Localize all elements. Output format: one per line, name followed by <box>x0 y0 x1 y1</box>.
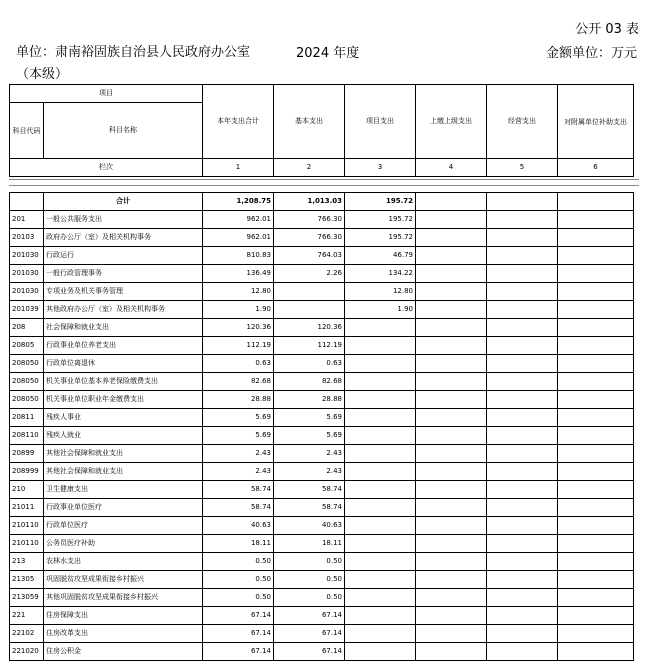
upper-cell <box>416 247 487 265</box>
name-cell: 住房公积金 <box>44 643 203 661</box>
business-cell <box>487 445 558 463</box>
name-cell: 一般行政管理事务 <box>44 265 203 283</box>
basic-cell: 58.74 <box>274 499 345 517</box>
name-cell: 残疾人就业 <box>44 427 203 445</box>
total-cell: 82.68 <box>203 373 274 391</box>
name-cell: 农林水支出 <box>44 553 203 571</box>
business-cell <box>487 553 558 571</box>
code-cell: 210110 <box>10 535 44 553</box>
col-num: 2 <box>274 159 345 177</box>
col-business-header: 经营支出 <box>487 85 558 159</box>
upper-cell <box>416 589 487 607</box>
subsidiary-cell <box>558 319 634 337</box>
total-cell: 1,208.75 <box>203 193 274 211</box>
business-cell <box>487 481 558 499</box>
name-cell: 卫生健康支出 <box>44 481 203 499</box>
name-cell: 行政事业单位医疗 <box>44 499 203 517</box>
business-cell <box>487 265 558 283</box>
subsidiary-cell <box>558 607 634 625</box>
code-cell: 221020 <box>10 643 44 661</box>
basic-cell: 5.69 <box>274 409 345 427</box>
basic-cell: 0.63 <box>274 355 345 373</box>
total-cell: 40.63 <box>203 517 274 535</box>
basic-cell: 2.43 <box>274 463 345 481</box>
upper-cell <box>416 409 487 427</box>
business-cell <box>487 301 558 319</box>
basic-cell: 112.19 <box>274 337 345 355</box>
basic-cell: 18.11 <box>274 535 345 553</box>
total-cell: 962.01 <box>203 211 274 229</box>
col-num: 6 <box>558 159 634 177</box>
col-num: 4 <box>416 159 487 177</box>
project-cell <box>345 607 416 625</box>
code-cell: 22102 <box>10 625 44 643</box>
col-num: 1 <box>203 159 274 177</box>
business-cell <box>487 247 558 265</box>
table-row <box>10 445 634 463</box>
subsidiary-cell <box>558 553 634 571</box>
name-cell: 住房改革支出 <box>44 625 203 643</box>
code-cell <box>10 193 44 211</box>
upper-cell <box>416 265 487 283</box>
subsidiary-cell <box>558 391 634 409</box>
project-cell <box>345 571 416 589</box>
code-cell: 213059 <box>10 589 44 607</box>
col-code-header: 科目代码 <box>10 103 44 159</box>
project-cell: 195.72 <box>345 229 416 247</box>
subsidiary-cell <box>558 481 634 499</box>
subsidiary-cell <box>558 193 634 211</box>
code-cell: 21011 <box>10 499 44 517</box>
total-cell: 136.49 <box>203 265 274 283</box>
upper-cell <box>416 319 487 337</box>
project-cell <box>345 373 416 391</box>
col-num: 5 <box>487 159 558 177</box>
upper-cell <box>416 481 487 499</box>
upper-cell <box>416 463 487 481</box>
unit-label: 单位：肃南裕固族自治县人民政府办公室（本级） <box>16 45 251 82</box>
code-cell: 221 <box>10 607 44 625</box>
project-cell <box>345 643 416 661</box>
code-cell: 208050 <box>10 391 44 409</box>
upper-cell <box>416 643 487 661</box>
col-project-header: 项目支出 <box>345 85 416 159</box>
business-cell <box>487 391 558 409</box>
header-table <box>9 84 634 177</box>
total-cell: 0.50 <box>203 589 274 607</box>
code-cell: 201 <box>10 211 44 229</box>
project-cell <box>345 625 416 643</box>
fiscal-year: 2024 年度 <box>296 46 360 61</box>
code-cell: 208050 <box>10 355 44 373</box>
business-cell <box>487 625 558 643</box>
total-cell: 5.69 <box>203 427 274 445</box>
project-cell: 134.22 <box>345 265 416 283</box>
code-cell: 208050 <box>10 373 44 391</box>
name-cell: 机关事业单位职业年金缴费支出 <box>44 391 203 409</box>
basic-cell <box>274 283 345 301</box>
name-cell: 住房保障支出 <box>44 607 203 625</box>
col-total-header: 本年支出合计 <box>203 85 274 159</box>
upper-cell <box>416 211 487 229</box>
basic-cell: 1,013.03 <box>274 193 345 211</box>
col-subsidiary-header: 对附属单位补助支出 <box>558 85 634 159</box>
name-cell: 机关事业单位基本养老保险缴费支出 <box>44 373 203 391</box>
basic-cell: 5.69 <box>274 427 345 445</box>
total-cell: 67.14 <box>203 643 274 661</box>
subsidiary-cell <box>558 229 634 247</box>
table-row <box>10 553 634 571</box>
item-header: 项目 <box>10 85 203 103</box>
name-cell: 行政事业单位养老支出 <box>44 337 203 355</box>
name-cell: 政府办公厅（室）及相关机构事务 <box>44 229 203 247</box>
total-cell: 58.74 <box>203 481 274 499</box>
business-cell <box>487 409 558 427</box>
upper-cell <box>416 445 487 463</box>
table-row <box>10 589 634 607</box>
name-cell: 社会保障和就业支出 <box>44 319 203 337</box>
total-cell: 120.36 <box>203 319 274 337</box>
total-cell: 1.90 <box>203 301 274 319</box>
subsidiary-cell <box>558 571 634 589</box>
col-num: 3 <box>345 159 416 177</box>
code-cell: 201039 <box>10 301 44 319</box>
project-cell <box>345 499 416 517</box>
name-cell: 公务员医疗补助 <box>44 535 203 553</box>
total-cell: 0.63 <box>203 355 274 373</box>
total-cell: 0.50 <box>203 553 274 571</box>
basic-cell: 2.26 <box>274 265 345 283</box>
business-cell <box>487 337 558 355</box>
upper-cell <box>416 355 487 373</box>
page-gap-divider <box>9 185 639 186</box>
project-cell: 195.72 <box>345 211 416 229</box>
code-cell: 213 <box>10 553 44 571</box>
total-cell: 67.14 <box>203 607 274 625</box>
subsidiary-cell <box>558 265 634 283</box>
code-cell: 20899 <box>10 445 44 463</box>
total-cell: 18.11 <box>203 535 274 553</box>
code-cell: 201030 <box>10 265 44 283</box>
upper-cell <box>416 499 487 517</box>
business-cell <box>487 517 558 535</box>
subsidiary-cell <box>558 283 634 301</box>
business-cell <box>487 229 558 247</box>
name-cell: 行政单位离退休 <box>44 355 203 373</box>
upper-cell <box>416 283 487 301</box>
project-cell <box>345 517 416 535</box>
business-cell <box>487 283 558 301</box>
row-no-label: 栏次 <box>10 159 203 177</box>
project-cell <box>345 409 416 427</box>
table-row <box>10 265 634 283</box>
basic-cell: 67.14 <box>274 607 345 625</box>
basic-cell: 0.50 <box>274 571 345 589</box>
table-row <box>10 535 634 553</box>
code-cell: 201030 <box>10 283 44 301</box>
basic-cell: 67.14 <box>274 625 345 643</box>
basic-cell: 82.68 <box>274 373 345 391</box>
page-gap-divider <box>9 179 639 180</box>
name-cell: 其他巩固脱贫攻坚成果衔接乡村振兴 <box>44 589 203 607</box>
table-row <box>10 211 634 229</box>
upper-cell <box>416 391 487 409</box>
project-cell: 195.72 <box>345 193 416 211</box>
table-row <box>10 481 634 499</box>
business-cell <box>487 373 558 391</box>
table-row <box>10 337 634 355</box>
project-cell <box>345 355 416 373</box>
subsidiary-cell <box>558 625 634 643</box>
code-cell: 20811 <box>10 409 44 427</box>
name-cell: 其他社会保障和就业支出 <box>44 445 203 463</box>
business-cell <box>487 499 558 517</box>
table-number: 公开 03 表 <box>575 22 639 37</box>
upper-cell <box>416 607 487 625</box>
table-row <box>10 463 634 481</box>
business-cell <box>487 319 558 337</box>
code-cell: 208999 <box>10 463 44 481</box>
table-row <box>10 319 634 337</box>
table-row <box>10 373 634 391</box>
total-row <box>10 193 634 211</box>
basic-cell: 0.50 <box>274 589 345 607</box>
total-cell: 962.01 <box>203 229 274 247</box>
subsidiary-cell <box>558 211 634 229</box>
total-cell: 67.14 <box>203 625 274 643</box>
name-cell: 其他社会保障和就业支出 <box>44 463 203 481</box>
project-cell <box>345 553 416 571</box>
subsidiary-cell <box>558 427 634 445</box>
name-cell: 巩固脱贫攻坚成果衔接乡村振兴 <box>44 571 203 589</box>
code-cell: 20805 <box>10 337 44 355</box>
upper-cell <box>416 301 487 319</box>
code-cell: 201030 <box>10 247 44 265</box>
amount-unit: 金额单位：万元 <box>545 46 637 61</box>
name-cell: 专项业务及机关事务管理 <box>44 283 203 301</box>
table-row <box>10 499 634 517</box>
table-row <box>10 355 634 373</box>
business-cell <box>487 193 558 211</box>
project-cell <box>345 535 416 553</box>
subsidiary-cell <box>558 355 634 373</box>
project-cell: 46.79 <box>345 247 416 265</box>
total-cell: 12.80 <box>203 283 274 301</box>
col-basic-header: 基本支出 <box>274 85 345 159</box>
business-cell <box>487 589 558 607</box>
project-cell <box>345 319 416 337</box>
table-row <box>10 283 634 301</box>
total-cell: 0.50 <box>203 571 274 589</box>
total-cell: 112.19 <box>203 337 274 355</box>
code-cell: 21305 <box>10 571 44 589</box>
table-row <box>10 571 634 589</box>
name-cell: 其他政府办公厅（室）及相关机构事务 <box>44 301 203 319</box>
code-cell: 208110 <box>10 427 44 445</box>
basic-cell: 764.03 <box>274 247 345 265</box>
upper-cell <box>416 373 487 391</box>
col-upper-header: 上缴上级支出 <box>416 85 487 159</box>
name-cell: 行政单位医疗 <box>44 517 203 535</box>
business-cell <box>487 607 558 625</box>
upper-cell <box>416 427 487 445</box>
subsidiary-cell <box>558 643 634 661</box>
total-cell: 5.69 <box>203 409 274 427</box>
subsidiary-cell <box>558 247 634 265</box>
subsidiary-cell <box>558 499 634 517</box>
upper-cell <box>416 229 487 247</box>
upper-cell <box>416 517 487 535</box>
basic-cell: 2.43 <box>274 445 345 463</box>
upper-cell <box>416 193 487 211</box>
business-cell <box>487 211 558 229</box>
name-cell: 行政运行 <box>44 247 203 265</box>
table-row <box>10 301 634 319</box>
basic-cell: 67.14 <box>274 643 345 661</box>
basic-cell: 40.63 <box>274 517 345 535</box>
project-cell <box>345 589 416 607</box>
subsidiary-cell <box>558 301 634 319</box>
table-row <box>10 643 634 661</box>
total-cell: 2.43 <box>203 463 274 481</box>
code-cell: 20103 <box>10 229 44 247</box>
project-cell: 1.90 <box>345 301 416 319</box>
subsidiary-cell <box>558 517 634 535</box>
upper-cell <box>416 553 487 571</box>
business-cell <box>487 427 558 445</box>
project-cell <box>345 391 416 409</box>
subsidiary-cell <box>558 463 634 481</box>
total-cell: 2.43 <box>203 445 274 463</box>
basic-cell: 58.74 <box>274 481 345 499</box>
basic-cell: 28.88 <box>274 391 345 409</box>
upper-cell <box>416 625 487 643</box>
subsidiary-cell <box>558 409 634 427</box>
total-cell: 810.83 <box>203 247 274 265</box>
subsidiary-cell <box>558 589 634 607</box>
upper-cell <box>416 337 487 355</box>
subsidiary-cell <box>558 337 634 355</box>
col-name-header: 科目名称 <box>44 103 203 159</box>
basic-cell: 766.30 <box>274 211 345 229</box>
table-row <box>10 427 634 445</box>
subsidiary-cell <box>558 373 634 391</box>
upper-cell <box>416 571 487 589</box>
business-cell <box>487 463 558 481</box>
business-cell <box>487 535 558 553</box>
business-cell <box>487 643 558 661</box>
business-cell <box>487 355 558 373</box>
table-row <box>10 625 634 643</box>
table-row <box>10 517 634 535</box>
basic-cell: 0.50 <box>274 553 345 571</box>
name-cell: 残疾人事业 <box>44 409 203 427</box>
subsidiary-cell <box>558 535 634 553</box>
total-cell: 58.74 <box>203 499 274 517</box>
project-cell <box>345 337 416 355</box>
table-row <box>10 229 634 247</box>
table-row <box>10 409 634 427</box>
code-cell: 208 <box>10 319 44 337</box>
basic-cell: 120.36 <box>274 319 345 337</box>
basic-cell: 766.30 <box>274 229 345 247</box>
project-cell: 12.80 <box>345 283 416 301</box>
project-cell <box>345 427 416 445</box>
expenditure-table <box>9 192 634 661</box>
upper-cell <box>416 535 487 553</box>
table-row <box>10 247 634 265</box>
subsidiary-cell <box>558 445 634 463</box>
table-row <box>10 391 634 409</box>
code-cell: 210 <box>10 481 44 499</box>
basic-cell <box>274 301 345 319</box>
code-cell: 210110 <box>10 517 44 535</box>
project-cell <box>345 481 416 499</box>
total-cell: 28.88 <box>203 391 274 409</box>
name-cell: 合计 <box>44 193 203 211</box>
table-row <box>10 607 634 625</box>
name-cell: 一般公共服务支出 <box>44 211 203 229</box>
project-cell <box>345 463 416 481</box>
project-cell <box>345 445 416 463</box>
business-cell <box>487 571 558 589</box>
